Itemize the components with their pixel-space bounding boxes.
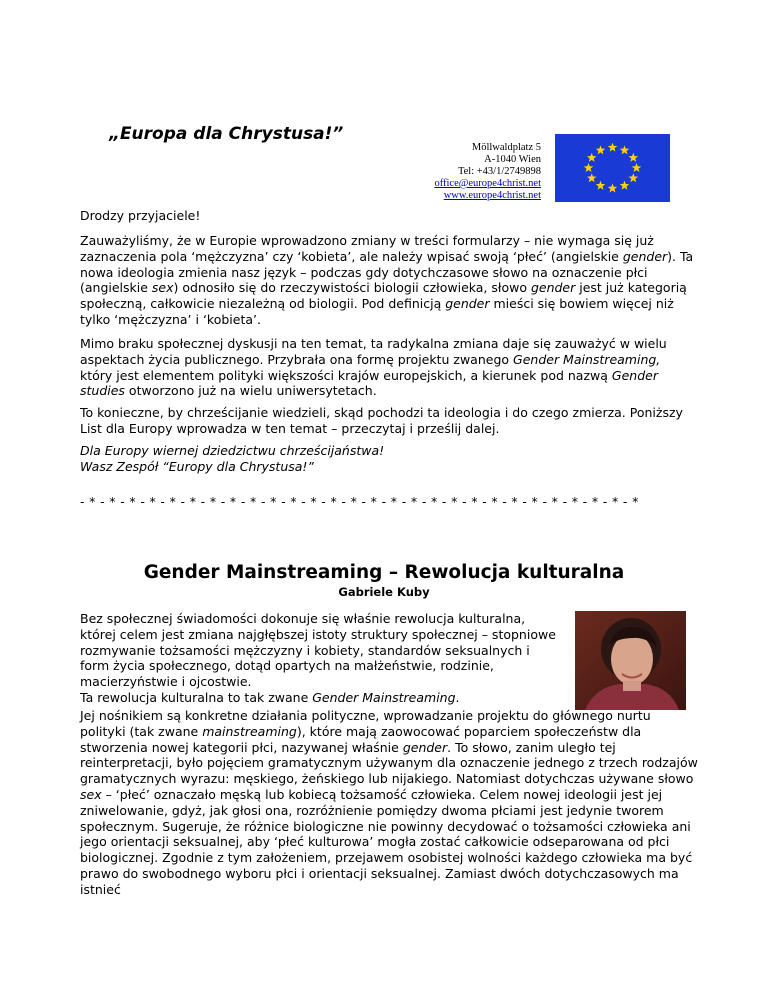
article-paragraph-2: Jej nośnikiem są konkretne działania polityczne, wprowadzanie projektu do głównego nurtu polityki (tak zwane mainstreaming), które mają zaowocować poparciem społeczeństw dla stworzenia nowej kategorii płci, nazywanej właśnie gender. To słowo, zanim uległo tej reinterpretacji, było pojęciem gramatycznym używanym dla oznaczenie jednego z trzech rodzajów gramatycznych wyrazu: męskiego, żeńskiego lub nijakiego. Natomiast dotychczas używane słowo sex – ‘płeć’ oznaczało męską lub kobiecą tożsamość człowieka. Celem nowej ideologii jest jej zniwelowanie, gdyż, jak głosi ona, rozróżnienie pomiędzy dwoma płciami jest jedynie tworem społecznym. Sugeruje, że różnice biologiczne nie powinny decydować o tożsamości człowieka ani jego orientacji seksualnej, aby ‘płeć kulturowa’ mogła zostać całkowicie odseparowana od płci biologicznej. Zgodnie z tym założeniem, przejawem osobistej wolności każdego człowieka ma być prawo do swobodnego wyboru płci i orientacji seksualnej. Zamiast dwóch dotychczasowych ma istnieć bbox=[80, 708, 698, 897]
closing-line-1: Dla Europy wiernej dziedzictwu chrześcijaństwa! bbox=[80, 443, 385, 458]
website-link[interactable]: www.europe4christ.net bbox=[443, 190, 541, 201]
eu-flag-logo bbox=[555, 134, 670, 202]
letter-paragraph-3: To konieczne, by chrześcijanie wiedzieli, skąd pochodzi ta ideologia i do czego zmierza. Poniższy List dla Europy wprowadza w ten temat – przeczytaj i prześlij dalej. bbox=[80, 405, 683, 436]
contact-block bbox=[390, 142, 541, 202]
letter-closing bbox=[80, 443, 695, 475]
author-photo bbox=[575, 611, 686, 710]
letter-paragraph-2: Mimo braku społecznej dyskusji na ten temat, ta radykalna zmiana daje się zauważyć w wielu aspektach życia publicznego. Przybrała ona formę projektu zwanego Gender Mainstreaming, który jest elementem polityki większości krajów europejskich, a kierunek pod nazwą Gender studies otworzono już na wielu uniwersytetach. bbox=[80, 336, 667, 399]
letter-paragraph-1: Zauważyliśmy, że w Europie wprowadzono zmiany w treści formularzy – nie wymaga się już zaznaczenia pola ‘mężczyzna’ czy ‘kobieta’, ale należy wpisać swoją ‘płeć’ (angielskie gender). Ta nowa ideologia zmienia nasz język – podczas gdy dotychczasowe słowo na oznaczenie płci (angielskie sex) odnosiło się do rzeczywistości biologii człowieka, słowo gender jest już kategorią społeczną, całkowicie niezależną od biologii. Pod definicją gender mieści się bowiem więcej niż tylko ‘mężczyzna’ i ‘kobieta’. bbox=[80, 233, 694, 327]
address-city: A-1040 Wien bbox=[484, 154, 541, 165]
article-author: Gabriele Kuby bbox=[338, 585, 430, 599]
separator-line: - * - * - * - * - * - * - * - * - * - * - * - * - * - * - * - * - * - * - * - * - * - * - * - * - * - * - * - * bbox=[80, 494, 639, 509]
greeting: Drodzy przyjaciele! bbox=[80, 208, 201, 223]
closing-line-2: Wasz Zespół “Europy dla Chrystusa!” bbox=[80, 458, 314, 474]
article-paragraph-1: Bez społecznej świadomości dokonuje się właśnie rewolucja kulturalna, której celem jest zmiana najgłębszej istoty struktury społecznej – stopniowe rozmywanie tożsamości mężczyzny i kobiety, standardów seksualnych i form życia społecznego, dotąd opartych na małżeństwie, rodzinie, macierzyństwie i ojcostwie. Ta rewolucja kulturalna to tak zwane Gender Mainstreaming. bbox=[80, 611, 556, 705]
article-title: Gender Mainstreaming – Rewolucja kulturalna bbox=[143, 562, 625, 583]
email-link[interactable]: office@europe4christ.net bbox=[434, 178, 541, 189]
address-street: Möllwaldplatz 5 bbox=[471, 142, 541, 153]
organization-title: „Europa dla Chrystusa!” bbox=[109, 124, 344, 144]
phone-number: Tel: +43/1/2749898 bbox=[457, 166, 541, 177]
